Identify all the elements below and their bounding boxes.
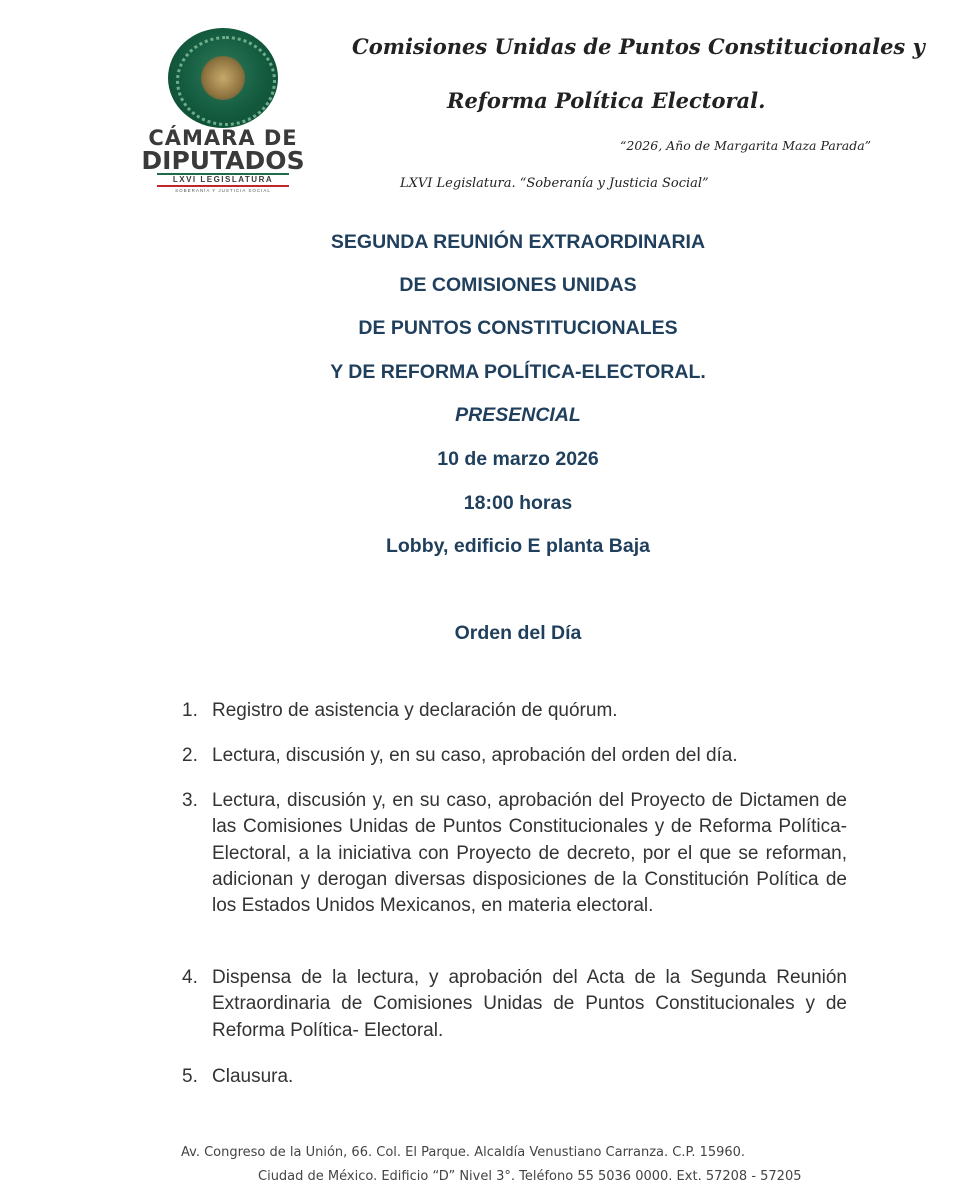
agenda-item-text: Dispensa de la lectura, y aprobación del Acta de la Segunda Reunión Extraordinaria de Comisiones Unidas de Puntos Constitucionales y de Reforma Política- Electoral. xyxy=(212,967,847,1041)
agenda-list xyxy=(182,1064,847,1090)
year-motto: “2026, Año de Margarita Maza Parada” xyxy=(620,138,872,153)
meeting-date: 10 de marzo 2026 xyxy=(437,448,599,470)
camara-logo xyxy=(135,28,311,193)
logo-motto: SOBERANÍA Y JUSTICIA SOCIAL xyxy=(175,188,271,193)
agenda-list xyxy=(182,698,847,724)
meeting-title-line-4: Y DE REFORMA POLÍTICA-ELECTORAL. xyxy=(330,361,706,383)
meeting-title-line-1: SEGUNDA REUNIÓN EXTRAORDINARIA xyxy=(330,231,706,253)
header-title-line-2: Reforma Política Electoral. xyxy=(447,88,766,113)
camara-de-diputados-emblem-icon xyxy=(168,28,278,128)
agenda-item-number: 1. xyxy=(182,700,198,721)
eagle-icon xyxy=(201,56,245,100)
agenda-item xyxy=(182,698,847,724)
agenda-list xyxy=(182,965,847,1044)
header-title-line-1: Comisiones Unidas de Puntos Constitucionales y xyxy=(352,34,925,59)
footer-address-line-2: Ciudad de México. Edificio “D” Nivel 3°. Teléfono 55 5036 0000. Ext. 57208 - 57205 xyxy=(258,1169,802,1184)
agenda-item-number: 2. xyxy=(182,745,198,766)
agenda-item xyxy=(182,1064,847,1090)
agenda-item-text: Registro de asistencia y declaración de quórum. xyxy=(212,700,618,721)
agenda-item-text: Lectura, discusión y, en su caso, aprobación del Proyecto de Dictamen de las Comisiones Unidas de Puntos Constitucionales y de Reforma Política-Electoral, a la iniciativa con Proyecto de decreto, por el que se reforman, adicionan y derogan diversas disposiciones de la Constitución Política de los Estados Unidos Mexicanos, en materia electoral. xyxy=(212,790,847,917)
logo-line-1: CÁMARA DE xyxy=(148,126,298,150)
agenda-item-number: 4. xyxy=(182,967,198,988)
meeting-title-line-3: DE PUNTOS CONSTITUCIONALES xyxy=(358,317,678,339)
logo-line-2: DIPUTADOS xyxy=(141,146,305,175)
agenda-heading: Orden del Día xyxy=(454,622,582,644)
agenda-item xyxy=(182,743,847,769)
meeting-time: 18:00 horas xyxy=(463,492,573,514)
agenda-item xyxy=(182,788,847,919)
agenda-item-text: Clausura. xyxy=(212,1066,294,1087)
logo-legislatura: LXVI LEGISLATURA xyxy=(157,173,289,187)
meeting-title-line-2: DE COMISIONES UNIDAS xyxy=(399,274,637,296)
agenda-item-text: Lectura, discusión y, en su caso, aprobación del orden del día. xyxy=(212,745,738,766)
agenda-item-number: 3. xyxy=(182,790,198,811)
agenda-list xyxy=(182,788,847,919)
meeting-location: Lobby, edificio E planta Baja xyxy=(385,535,650,557)
footer-address-line-1: Av. Congreso de la Unión, 66. Col. El Parque. Alcaldía Venustiano Carranza. C.P. 15960. xyxy=(181,1145,746,1160)
agenda-list xyxy=(182,743,847,769)
meeting-modality: PRESENCIAL xyxy=(455,404,581,426)
legislature-motto: LXVI Legislatura. “Soberanía y Justicia Social” xyxy=(400,176,709,191)
agenda-item xyxy=(182,965,847,1044)
agenda-item-number: 5. xyxy=(182,1066,198,1087)
